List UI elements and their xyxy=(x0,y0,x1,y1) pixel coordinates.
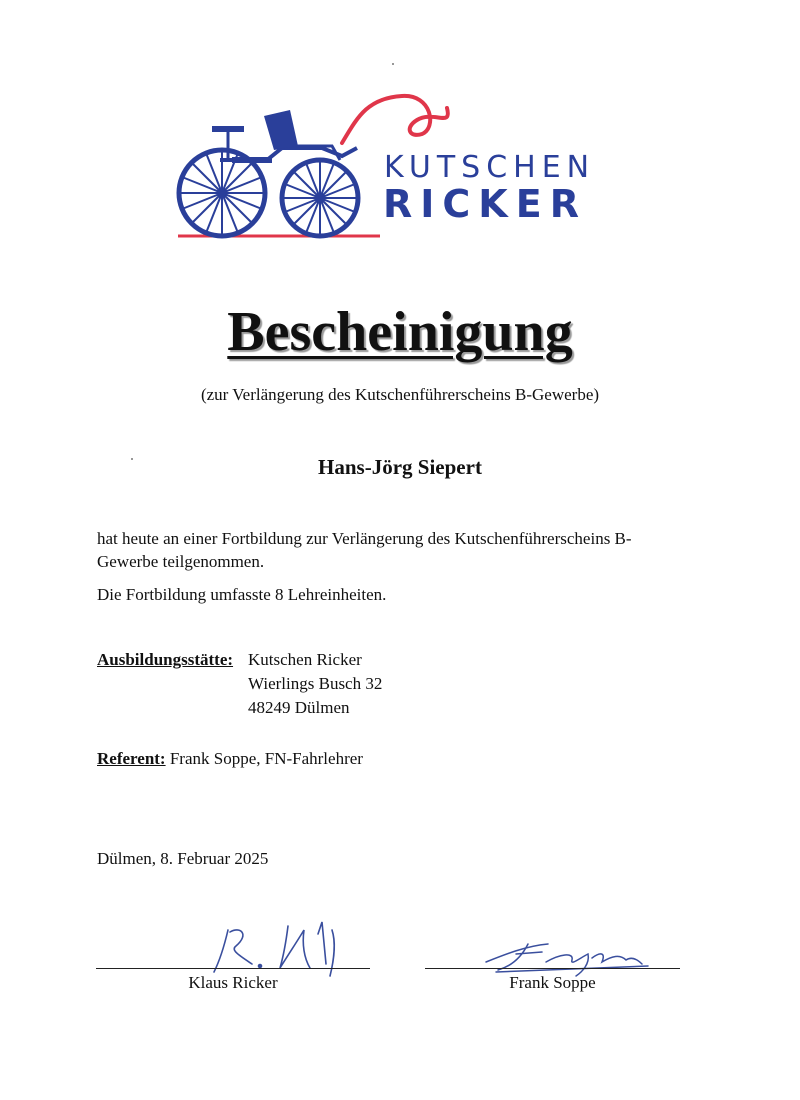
signatory-name-left: Klaus Ricker xyxy=(188,973,278,992)
scan-speck xyxy=(131,458,133,460)
participation-statement: hat heute an einer Fortbildung zur Verlängerung des Kutschenführerscheins B-Gewerbe teilgenommen. xyxy=(97,529,632,571)
brand-name-top: KUTSCHEN xyxy=(384,150,596,185)
training-site-label: Ausbildungsstätte: xyxy=(97,650,234,669)
training-site-label-wrap xyxy=(97,648,233,671)
referent-label: Referent: xyxy=(97,749,166,768)
scan-speck xyxy=(392,63,394,65)
signature-line-right xyxy=(425,968,680,969)
signature-klaus-ricker xyxy=(200,912,350,982)
referent-line xyxy=(97,749,363,769)
recipient-name: Hans-Jörg Siepert xyxy=(318,455,482,479)
place-date: Dülmen, 8. Februar 2025 xyxy=(97,849,269,868)
training-site-name: Kutschen Ricker xyxy=(248,650,362,669)
brand-name-bottom: RICKER xyxy=(383,182,587,226)
signature-line-left xyxy=(96,968,370,969)
referent-value: Frank Soppe, FN-Fahrlehrer xyxy=(169,749,363,768)
certificate-subtitle: (zur Verlängerung des Kutschenführerscheins B-Gewerbe) xyxy=(200,385,600,404)
training-site-city: 48249 Dülmen xyxy=(248,698,350,717)
training-site-street: Wierlings Busch 32 xyxy=(248,674,383,693)
training-units-statement: Die Fortbildung umfasste 8 Lehreinheiten. xyxy=(97,585,387,604)
training-site-address xyxy=(248,648,382,720)
company-logo xyxy=(172,88,622,248)
signatory-name-right: Frank Soppe xyxy=(509,973,596,992)
certificate-title: Bescheinigung xyxy=(227,301,573,363)
